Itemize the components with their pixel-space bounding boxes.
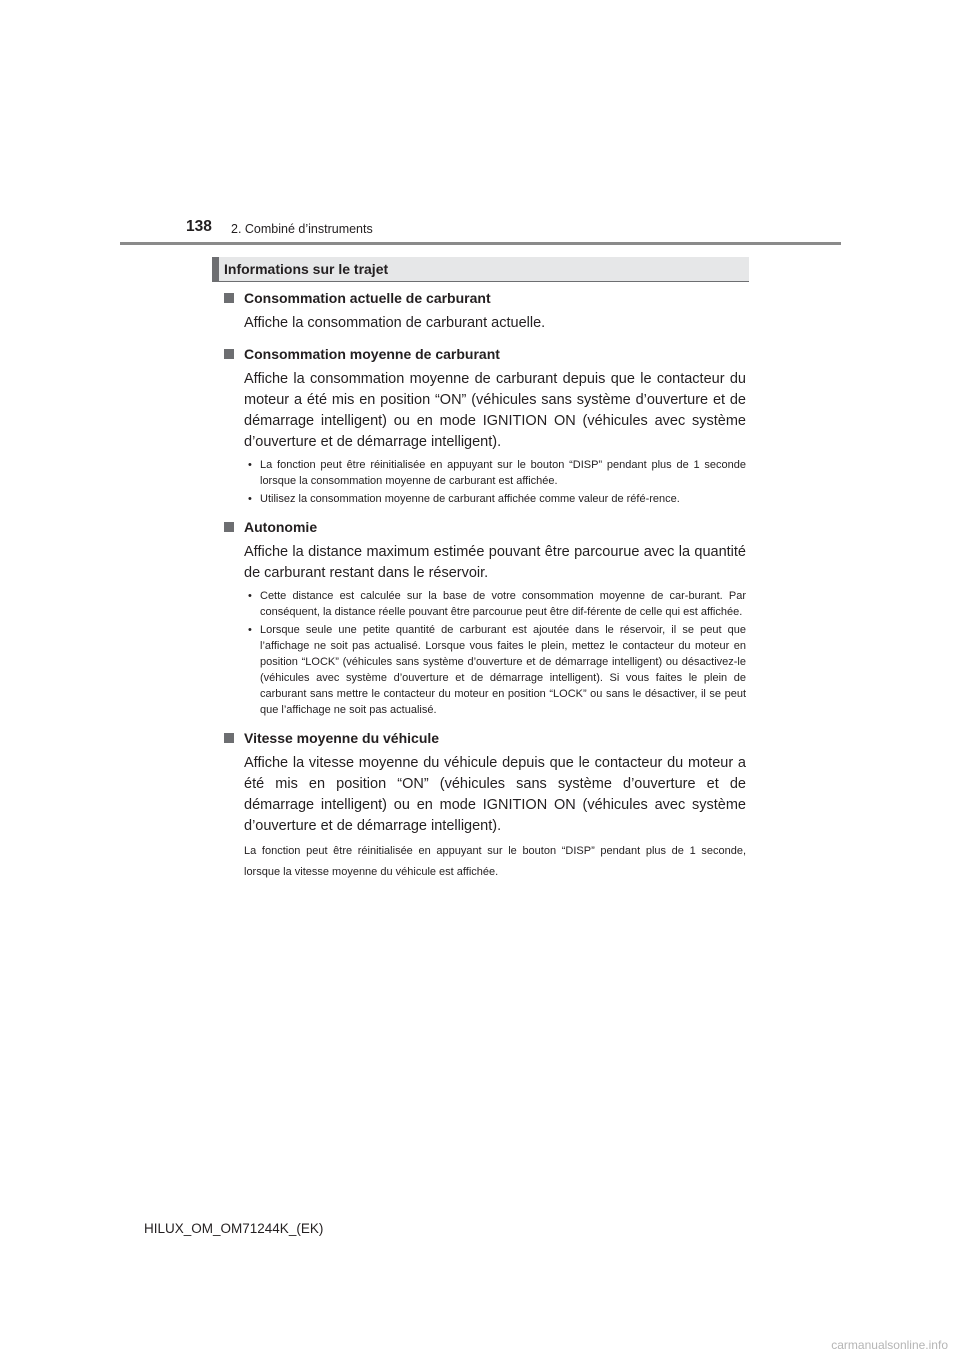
item-heading-text: Autonomie (244, 519, 318, 535)
item-average-speed (224, 728, 746, 883)
square-bullet-icon (224, 733, 234, 743)
square-bullet-icon (224, 293, 234, 303)
plain-note: La fonction peut être réinitialisée en appuyant sur le bouton “DISP” pendant plus de 1 seconde, lorsque la vitesse moyenne du véhicule est affichée. (244, 845, 746, 878)
item-body: Affiche la vitesse moyenne du véhicule depuis que le contacteur du moteur a été mis en position “ON” (véhicules sans système d’ouverture et de démarrage intelligent) ou en mode IGNITION ON (véhicules avec système d’ouverture et de démarrage intelligent). (244, 755, 746, 834)
item-heading (224, 344, 746, 364)
note-item: • La fonction peut être réinitialisée en appuyant sur le bouton “DISP” pendant plus de 1 seconde lorsque la consommation moyenne de carburant est affichée. (248, 459, 746, 487)
item-heading-text: Vitesse moyenne du véhicule (244, 730, 440, 746)
bullet-dot-icon: • (248, 493, 252, 505)
note-item: • Lorsque seule une petite quantité de carburant est ajoutée dans le réservoir, il se peut que l’affichage ne soit pas actualisé. Lorsque vous faites le plein, mettez le contacteur du moteur en position “LOCK” (véhicules sans système d’ouverture et de démarrage intelligent) ou désactivez-le (véhicules avec système d’ouverture et de démarrage intelligent). Si vous faites le plein de carburant sans mettre le contacteur du moteur en position “LOCK” ou sans le désactiver, il se peut que l’affichage ne soit pas actualisé. (248, 624, 746, 716)
header-rule (120, 242, 841, 245)
square-bullet-icon (224, 522, 234, 532)
note-list (244, 588, 746, 718)
bullet-dot-icon: • (248, 624, 252, 636)
item-body: Affiche la consommation de carburant actuelle. (244, 315, 546, 331)
document-code: HILUX_OM_OM71244K_(EK) (144, 1221, 324, 1236)
note-list (244, 457, 746, 507)
item-heading (224, 517, 746, 537)
bullet-dot-icon: • (248, 590, 252, 602)
item-range (224, 517, 746, 718)
section-header-bar (212, 257, 219, 281)
bullet-dot-icon: • (248, 459, 252, 471)
item-heading-text: Consommation moyenne de carburant (244, 346, 500, 362)
section-header (212, 257, 749, 282)
item-heading-text: Consommation actuelle de carburant (244, 290, 491, 306)
page-number: 138 (186, 218, 212, 235)
content (224, 288, 746, 893)
item-current-consumption (224, 288, 746, 334)
note-item: • Cette distance est calculée sur la base de votre consommation moyenne de car-burant. Par conséquent, la distance réelle pouvant être parcourue peut être dif-férente de celle qui est affichée. (248, 590, 746, 618)
item-heading (224, 728, 746, 748)
item-heading (224, 288, 746, 308)
item-body: Affiche la consommation moyenne de carburant depuis que le contacteur du moteur a été mis en position “ON” (véhicules sans système d’ouverture et de démarrage intelligent) ou en mode IGNITION ON (véhicules avec système d’ouverture et de démarrage intelligent). (244, 371, 746, 450)
item-average-consumption (224, 344, 746, 507)
note-item: • Utilisez la consommation moyenne de carburant affichée comme valeur de réfé-rence. (248, 493, 680, 505)
item-body: Affiche la distance maximum estimée pouvant être parcourue avec la quantité de carburant restant dans le réservoir. (244, 544, 746, 581)
square-bullet-icon (224, 349, 234, 359)
section-title: Informations sur le trajet (224, 261, 389, 277)
chapter-title: 2. Combiné d’instruments (231, 222, 373, 236)
watermark: carmanualsonline.info (831, 1338, 948, 1352)
